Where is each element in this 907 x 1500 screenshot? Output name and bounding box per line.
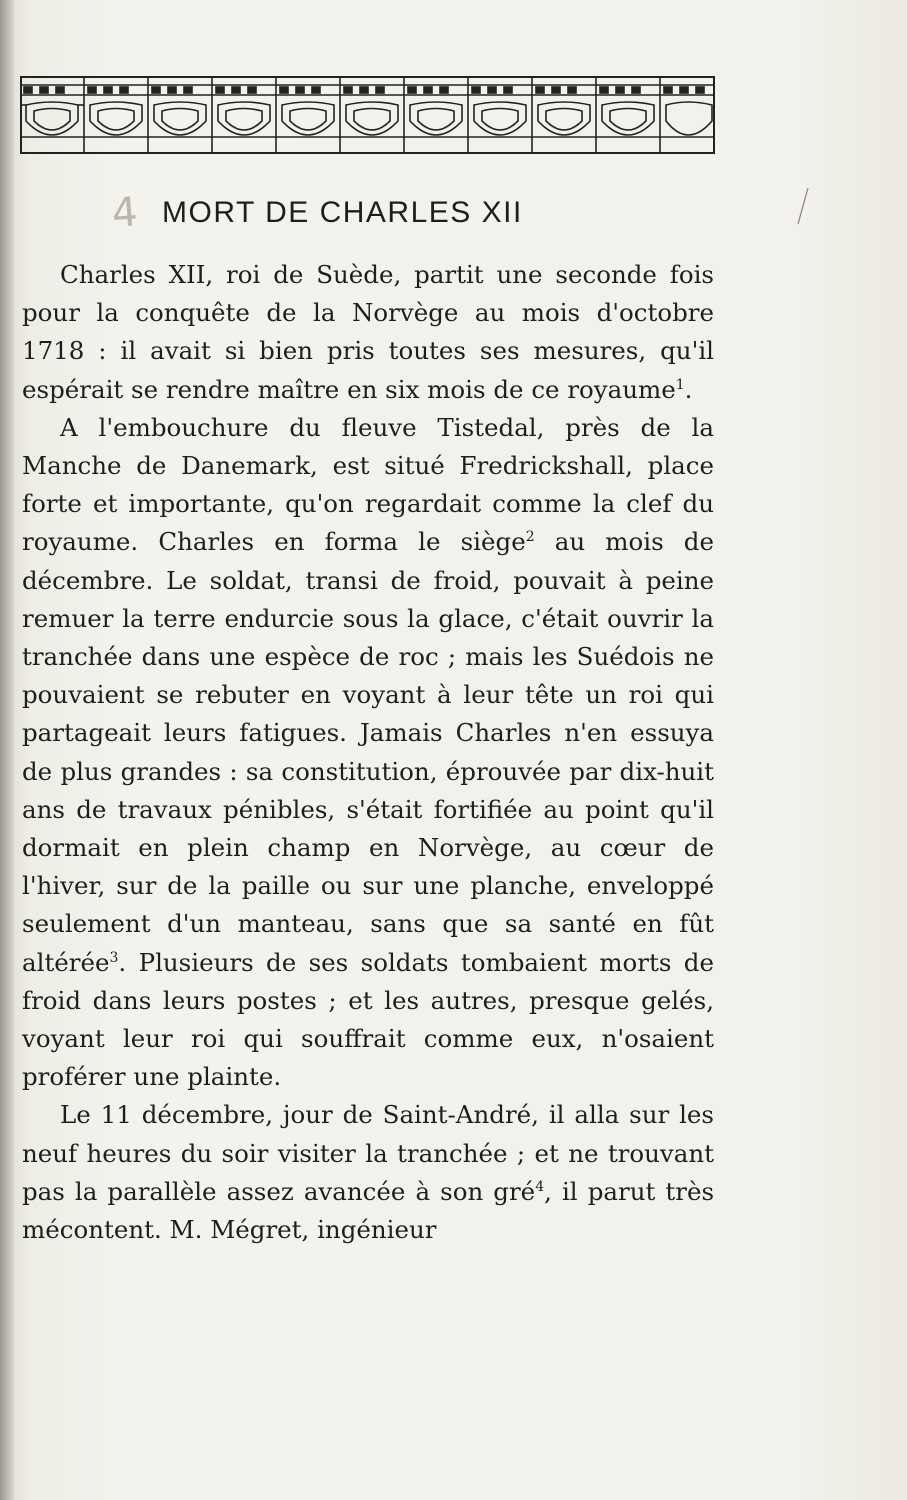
- footnote-ref-1: 1: [675, 376, 685, 393]
- paragraph-2-middle: au mois de décembre. Le soldat, transi de froid, pouvait à peine remuer la terre endurcie sous la glace, c'était ouvrir la tranchée dans une espèce de roc ; mais les Suédois ne pouvaient se rebuter en voyant à leur tête un roi qui partageait leurs fatigues. Jamais Charles n'en essuya de plus grandes : sa constitution, éprouvée par dix-huit ans de travaux pénibles, s'était fortifiée au point qu'il dormait en plein champ en Norvège, au cœur de l'hiver, sur de la paille ou sur une planche, enveloppé seulement d'un manteau, sans que sa santé en fût altérée: [22, 527, 714, 977]
- binding-shadow: [0, 0, 14, 1500]
- paragraph-2-end: . Plusieurs de ses soldats tombaient morts de froid dans leurs postes ; et les autres, presque gelés, voyant leur roi qui souffrait comme eux, n'osaient proférer une plainte.: [22, 947, 714, 1092]
- paragraph-1-end: .: [684, 374, 693, 404]
- decorative-header-ornament: [20, 75, 715, 157]
- paragraph-3-text: Le 11 décembre, jour de Saint-André, il alla sur les neuf heures du soir visiter la tranchée ; et ne trouvant pas la parallèle assez avancée à son gré: [22, 1100, 714, 1206]
- paragraph-2-text: A l'embouchure du fleuve Tistedal, près de la Manche de Danemark, est situé Fredrickshall, place forte et importante, qu'on regardait comme la clef du royaume. Charles en forma le siège: [22, 412, 714, 557]
- pencil-margin-mark-icon: [794, 186, 812, 226]
- body-text: [22, 256, 714, 1249]
- paragraph-3: [22, 1096, 714, 1249]
- page-title: MORT DE CHARLES XII: [162, 196, 523, 229]
- footnote-ref-4: 4: [535, 1178, 545, 1195]
- footnote-ref-2: 2: [525, 529, 535, 546]
- paragraph-1-text: Charles XII, roi de Suède, partit une seconde fois pour la conquête de la Norvège au mois d'octobre 1718 : il avait si bien pris toutes ses mesures, qu'il espérait se rendre maître en six mois de ce royaume: [22, 260, 714, 404]
- footnote-ref-3: 3: [109, 949, 119, 966]
- paragraph-3-end: , il parut très mécontent. M. Mégret, ingénieur: [22, 1176, 715, 1245]
- handwritten-page-mark: 4: [110, 189, 140, 237]
- paragraph-1: [22, 256, 714, 409]
- paragraph-2: [22, 409, 714, 1097]
